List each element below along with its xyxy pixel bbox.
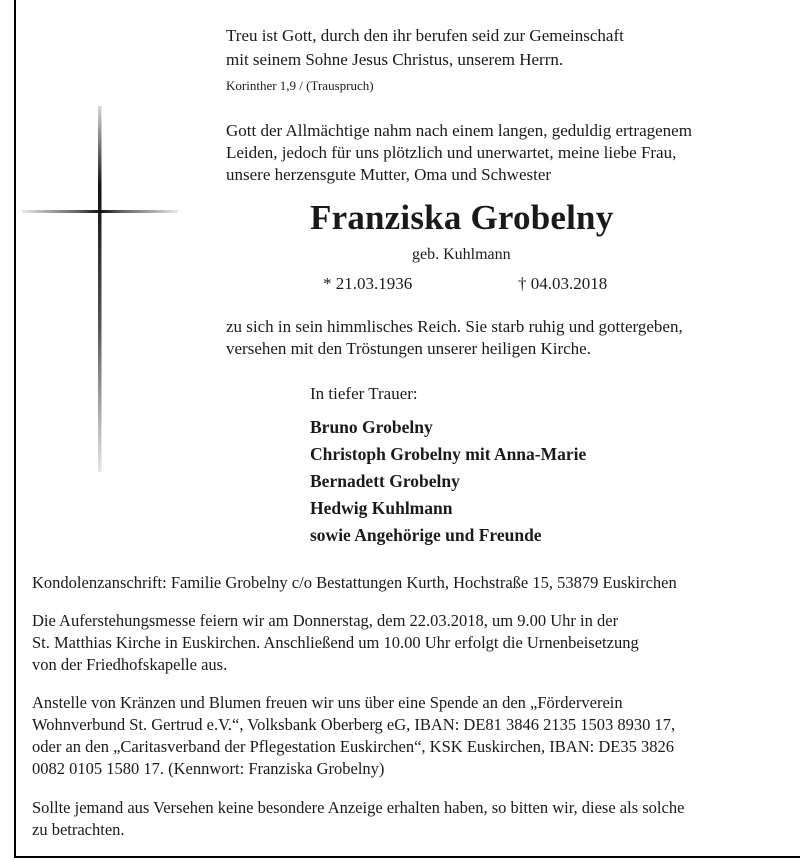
deceased-name: Franziska Grobelny	[310, 198, 614, 237]
verse-reference: Korinther 1,9 / (Trauspruch)	[226, 78, 374, 93]
service-line: von der Friedhofskapelle aus.	[32, 655, 228, 674]
outro-line: zu sich in sein himmlisches Reich. Sie starb ruhig und gottergeben,	[226, 317, 683, 336]
intro-line: unsere herzensgute Mutter, Oma und Schwester	[226, 165, 552, 184]
mourner-name: sowie Angehörige und Freunde	[310, 525, 542, 545]
mourning-heading: In tiefer Trauer:	[310, 384, 418, 403]
mourner-name: Christoph Grobelny mit Anna-Marie	[310, 444, 587, 464]
death-date: † 04.03.2018	[518, 274, 608, 293]
notice-line: Sollte jemand aus Versehen keine besondere Anzeige erhalten haben, so bitten wir, diese als solche	[32, 798, 685, 817]
intro-line: Leiden, jedoch für uns plötzlich und unerwartet, meine liebe Frau,	[226, 143, 677, 162]
mourner-name: Bernadett Grobelny	[310, 471, 460, 491]
donation-line: Anstelle von Kränzen und Blumen freuen wir uns über eine Spende an den „Förderverein	[32, 693, 623, 712]
donation-line: 0082 0105 1580 17. (Kennwort: Franziska Grobelny)	[32, 759, 385, 778]
mourner-name: Bruno Grobelny	[310, 417, 433, 437]
service-line: St. Matthias Kirche in Euskirchen. Anschließend um 10.00 Uhr erfolgt die Urnenbeisetzung	[32, 633, 639, 652]
outro-line: versehen mit den Tröstungen unserer heiligen Kirche.	[226, 339, 591, 358]
donation-line: Wohnverbund St. Gertrud e.V.“, Volksbank Oberberg eG, IBAN: DE81 3846 2135 1503 8930 17,	[32, 715, 676, 734]
mourner-name: Hedwig Kuhlmann	[310, 498, 453, 518]
maiden-name: geb. Kuhlmann	[412, 246, 511, 263]
intro-line: Gott der Allmächtige nahm nach einem langen, geduldig ertragenem	[226, 121, 692, 140]
donation-line: oder an den „Caritasverband der Pflegestation Euskirchen“, KSK Euskirchen, IBAN: DE35 3826	[32, 737, 674, 756]
verse-line: mit seinem Sohne Jesus Christus, unserem Herrn.	[226, 50, 564, 69]
service-line: Die Auferstehungsmesse feiern wir am Donnerstag, dem 22.03.2018, um 9.00 Uhr in der	[32, 611, 619, 630]
notice-line: zu betrachten.	[32, 820, 125, 839]
condolence-address: Kondolenzanschrift: Familie Grobelny c/o Bestattungen Kurth, Hochstraße 15, 53879 Euskirchen	[32, 573, 677, 592]
birth-date: * 21.03.1936	[323, 274, 413, 293]
verse-line: Treu ist Gott, durch den ihr berufen seid zur Gemeinschaft	[226, 26, 624, 45]
